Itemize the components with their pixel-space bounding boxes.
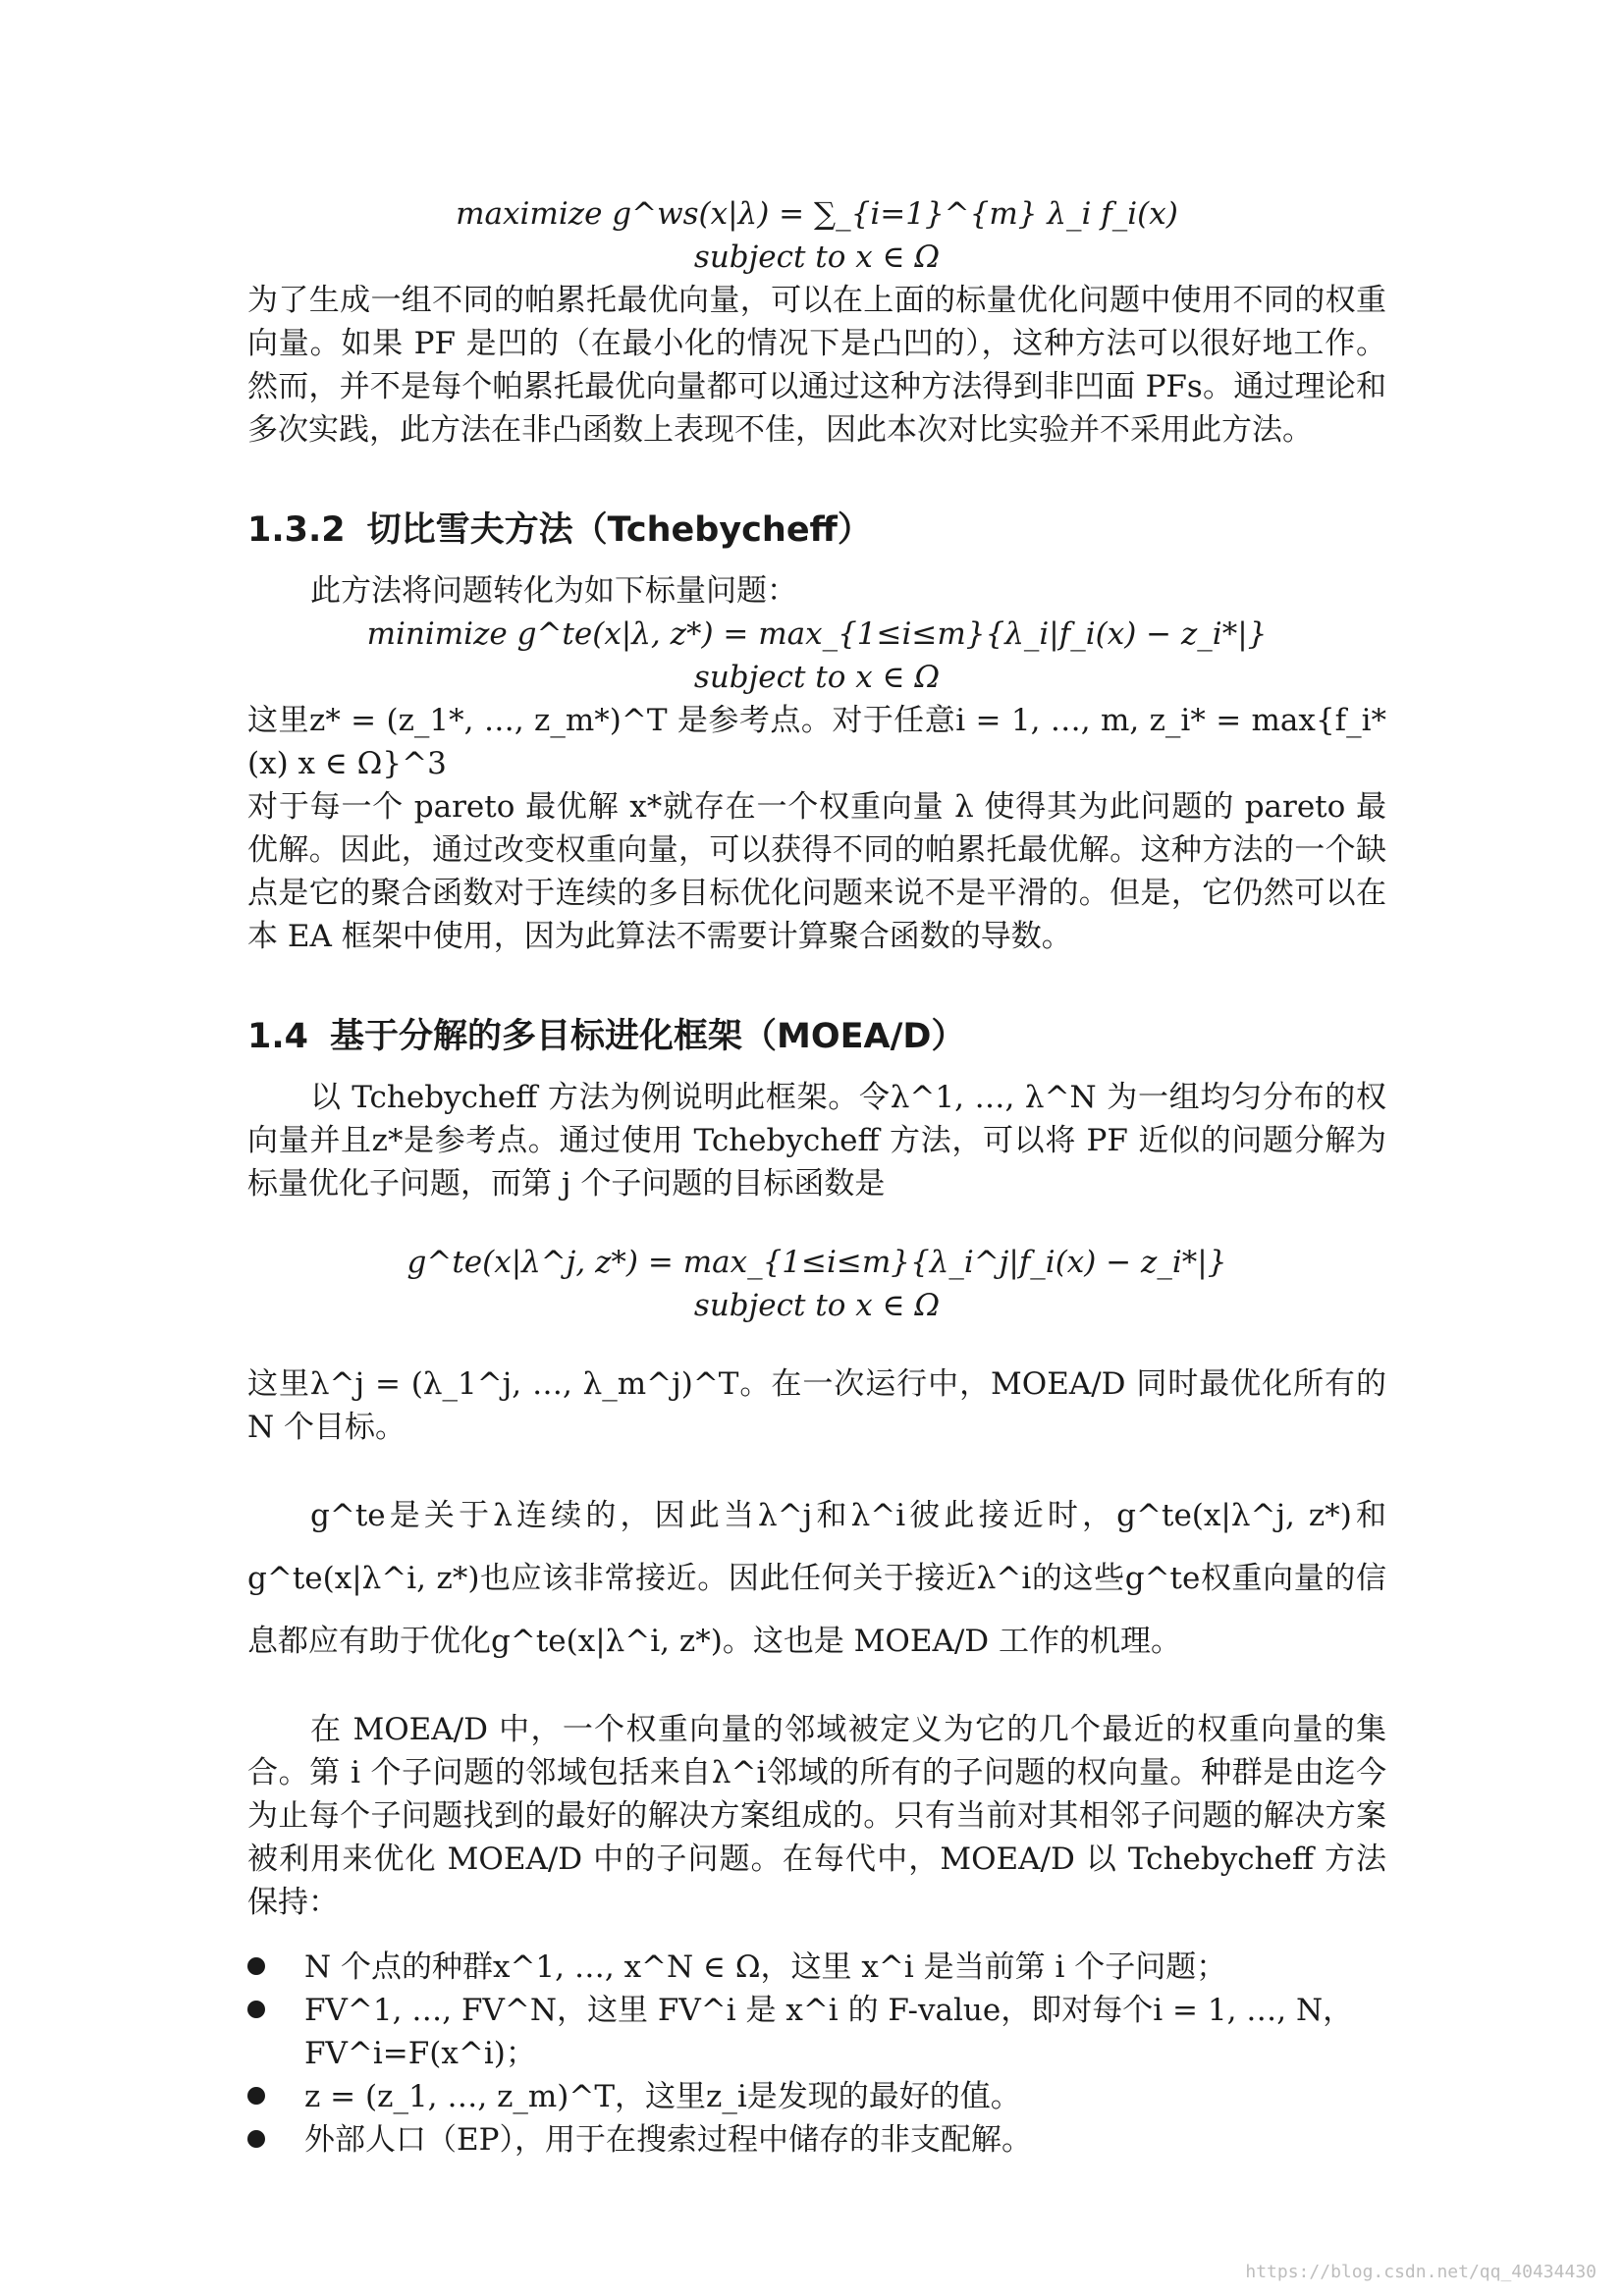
equation-weighted-sum: maximize g^ws(x|λ) = ∑_{i=1}^{m} λ_i f_i(x): [456, 196, 1178, 232]
page-content: [247, 192, 1386, 2162]
section-heading-1-3-2: [247, 507, 1386, 554]
list-item: N 个点的种群x^1, …, x^N ∈ Ω，这里 x^i 是当前第 i 个子问题；: [247, 1946, 1386, 1989]
equation-constraint: subject to x ∈ Ω: [693, 240, 941, 275]
section-title: 切比雪夫方法（Tchebycheff）: [366, 510, 872, 550]
section-heading-1-4: [247, 1013, 1386, 1060]
list-item: z = (z_1, …, z_m)^T，这里z_i是发现的最好的值。: [247, 2075, 1386, 2118]
equation-tchebycheff: minimize g^te(x|λ, z*) = max_{1≤i≤m}{λ_i|f_i(x) − z_i*|}: [366, 616, 1268, 652]
list-item: 外部人口（EP），用于在搜索过程中储存的非支配解。: [247, 2118, 1386, 2162]
paragraph-reference-point: 这里z* = (z_1*, …, z_m*)^T 是参考点。对于任意i = 1, …, m, z_i* = max{f_i*(x) x ∈ Ω}^3: [247, 703, 1386, 781]
bullet-icon: [247, 2130, 265, 2148]
bullet-list: [247, 1946, 1386, 2162]
list-item: FV^1, …, FV^N，这里 FV^i 是 x^i 的 F-value，即对每个i = 1, …, N，FV^i=F(x^i)；: [247, 1989, 1386, 2075]
paragraph-weighted-sum: 为了生成一组不同的帕累托最优向量，可以在上面的标量优化问题中使用不同的权重向量。如果 PF 是凹的（在最小化的情况下是凸凹的），这种方法可以很好地工作。然而，并不是每个帕累托最优向量都可以通过这种方法得到非凹面 PFs。通过理论和多次实践，此方法在非凸函数上表现不佳，因此本次对比实验并不采用此方法。: [247, 283, 1386, 448]
paragraph-framework: 以 Tchebycheff 方法为例说明此框架。令λ^1, …, λ^N 为一组均匀分布的权向量并且z*是参考点。通过使用 Tchebycheff 方法，可以将 PF 近似的问题分解为标量优化子问题，而第 j 个子问题的目标函数是: [247, 1080, 1386, 1201]
paragraph-intro: 此方法将问题转化为如下标量问题：: [310, 573, 797, 609]
watermark: https://blog.csdn.net/qq_40434430: [1245, 2262, 1597, 2282]
bullet-icon: [247, 1957, 265, 1975]
section-title: 基于分解的多目标进化框架（MOEA/D）: [330, 1017, 966, 1056]
paragraph-continuity: g^te是关于λ连续的，因此当λ^j和λ^i彼此接近时，g^te(x|λ^j, z*)和g^te(x|λ^i, z*)也应该非常接近。因此任何关于接近λ^i的这些g^te权重向量的信息都应有助于优化g^te(x|λ^i, z*)。这也是 MOEA/D 工作的机理。: [247, 1498, 1386, 1659]
equation-constraint: subject to x ∈ Ω: [693, 660, 941, 695]
equation-constraint: subject to x ∈ Ω: [693, 1288, 941, 1323]
bullet-icon: [247, 2087, 265, 2105]
paragraph-neighborhood: 在 MOEA/D 中，一个权重向量的邻域被定义为它的几个最近的权重向量的集合。第 i 个子问题的邻域包括来自λ^i邻域的所有的子问题的权向量。种群是由迄今为止每个子问题找到的最好的解决方案组成的。只有当前对其相邻子问题的解决方案被利用来优化 MOEA/D 中的子问题。在每代中，MOEA/D 以 Tchebycheff 方法保持：: [247, 1712, 1386, 1920]
paragraph-weight-vector: 这里λ^j = (λ_1^j, …, λ_m^j)^T。在一次运行中，MOEA/D 同时最优化所有的 N 个目标。: [247, 1366, 1386, 1445]
bullet-icon: [247, 2001, 265, 2018]
paragraph-tchebycheff: 对于每一个 pareto 最优解 x*就存在一个权重向量 λ 使得其为此问题的 pareto 最优解。因此，通过改变权重向量，可以获得不同的帕累托最优解。这种方法的一个缺点是它的聚合函数对于连续的多目标优化问题来说不是平滑的。但是，它仍然可以在本 EA 框架中使用，因为此算法不需要计算聚合函数的导数。: [247, 789, 1386, 954]
section-number: 1.4: [247, 1017, 309, 1056]
equation-subproblem: g^te(x|λ^j, z*) = max_{1≤i≤m}{λ_i^j|f_i(x) − z_i*|}: [406, 1245, 1227, 1280]
section-number: 1.3.2: [247, 510, 346, 550]
